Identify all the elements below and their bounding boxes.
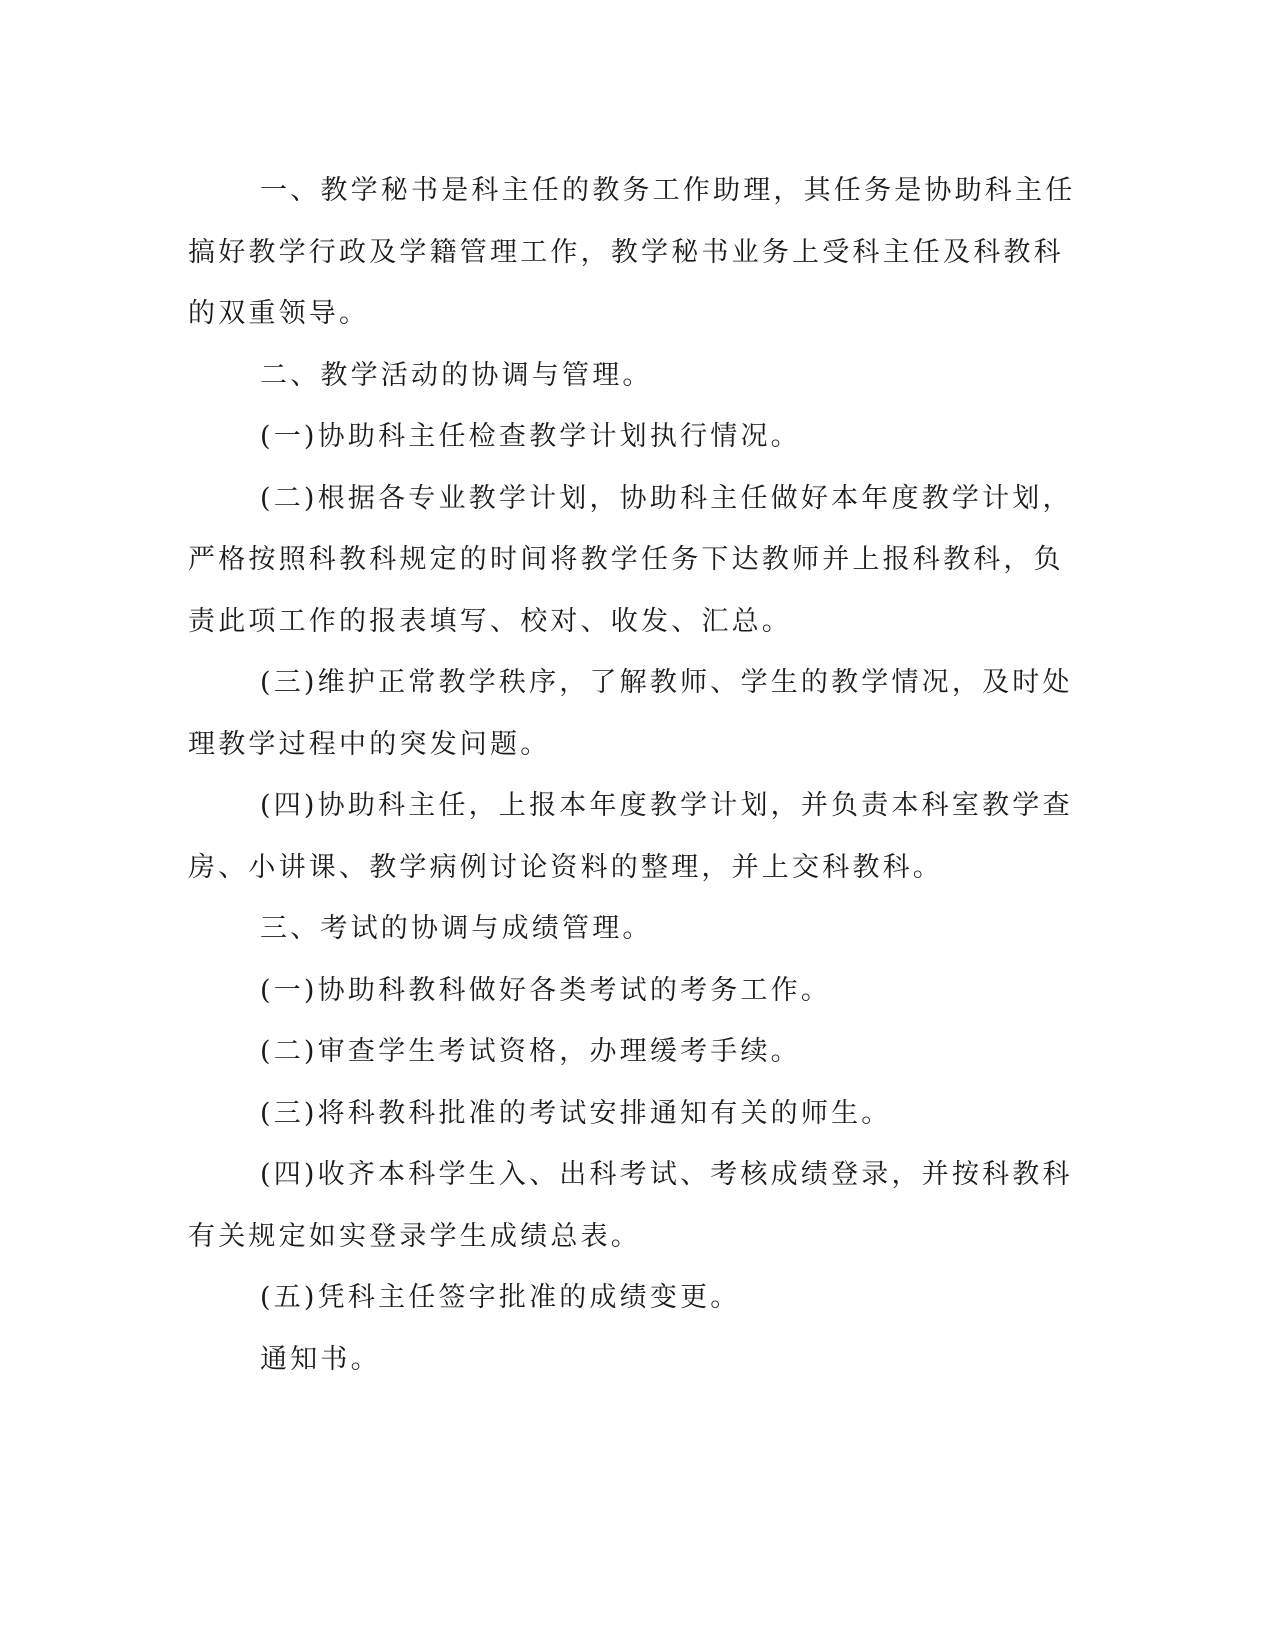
- paragraph-exam-item-2: (二)审查学生考试资格，办理缓考手续。: [260, 1036, 801, 1067]
- paragraph-teaching-item-1: (一)协助科主任检查教学计划执行情况。: [260, 421, 801, 452]
- document-body: [188, 160, 1088, 1390]
- paragraph-teaching-item-3: (三)维护正常教学秩序，了解教师、学生的教学情况，及时处理教学过程中的突发问题。: [188, 667, 1073, 760]
- paragraph-teaching-item-4: (四)协助科主任，上报本年度教学计划，并负责本科室教学查房、小讲课、教学病例讨论资料的整理，并上交科教科。: [188, 790, 1073, 883]
- paragraph-secretary-role: 一、教学秘书是科主任的教务工作助理，其任务是协助科主任搞好教学行政及学籍管理工作，教学秘书业务上受科主任及科教科的双重领导。: [188, 175, 1076, 329]
- paragraph-exam-item-4: (四)收齐本科学生入、出科考试、考核成绩登录，并按科教科有关规定如实登录学生成绩总表。: [188, 1159, 1073, 1252]
- heading-exam-management: 三、考试的协调与成绩管理。: [260, 913, 653, 944]
- paragraph-exam-item-3: (三)将科教科批准的考试安排通知有关的师生。: [260, 1097, 892, 1129]
- paragraph-notice: 通知书。: [260, 1343, 381, 1375]
- paragraph-exam-item-1: (一)协助科教科做好各类考试的考务工作。: [260, 974, 832, 1006]
- paragraph-exam-item-5: (五)凭科主任签字批准的成绩变更。: [260, 1282, 741, 1313]
- paragraph-teaching-item-2: (二)根据各专业教学计划，协助科主任做好本年度教学计划，严格按照科教科规定的时间将教学任务下达教师并上报科教科，负责此项工作的报表填写、校对、收发、汇总。: [188, 482, 1073, 637]
- heading-teaching-activities: 二、教学活动的协调与管理。: [260, 359, 653, 391]
